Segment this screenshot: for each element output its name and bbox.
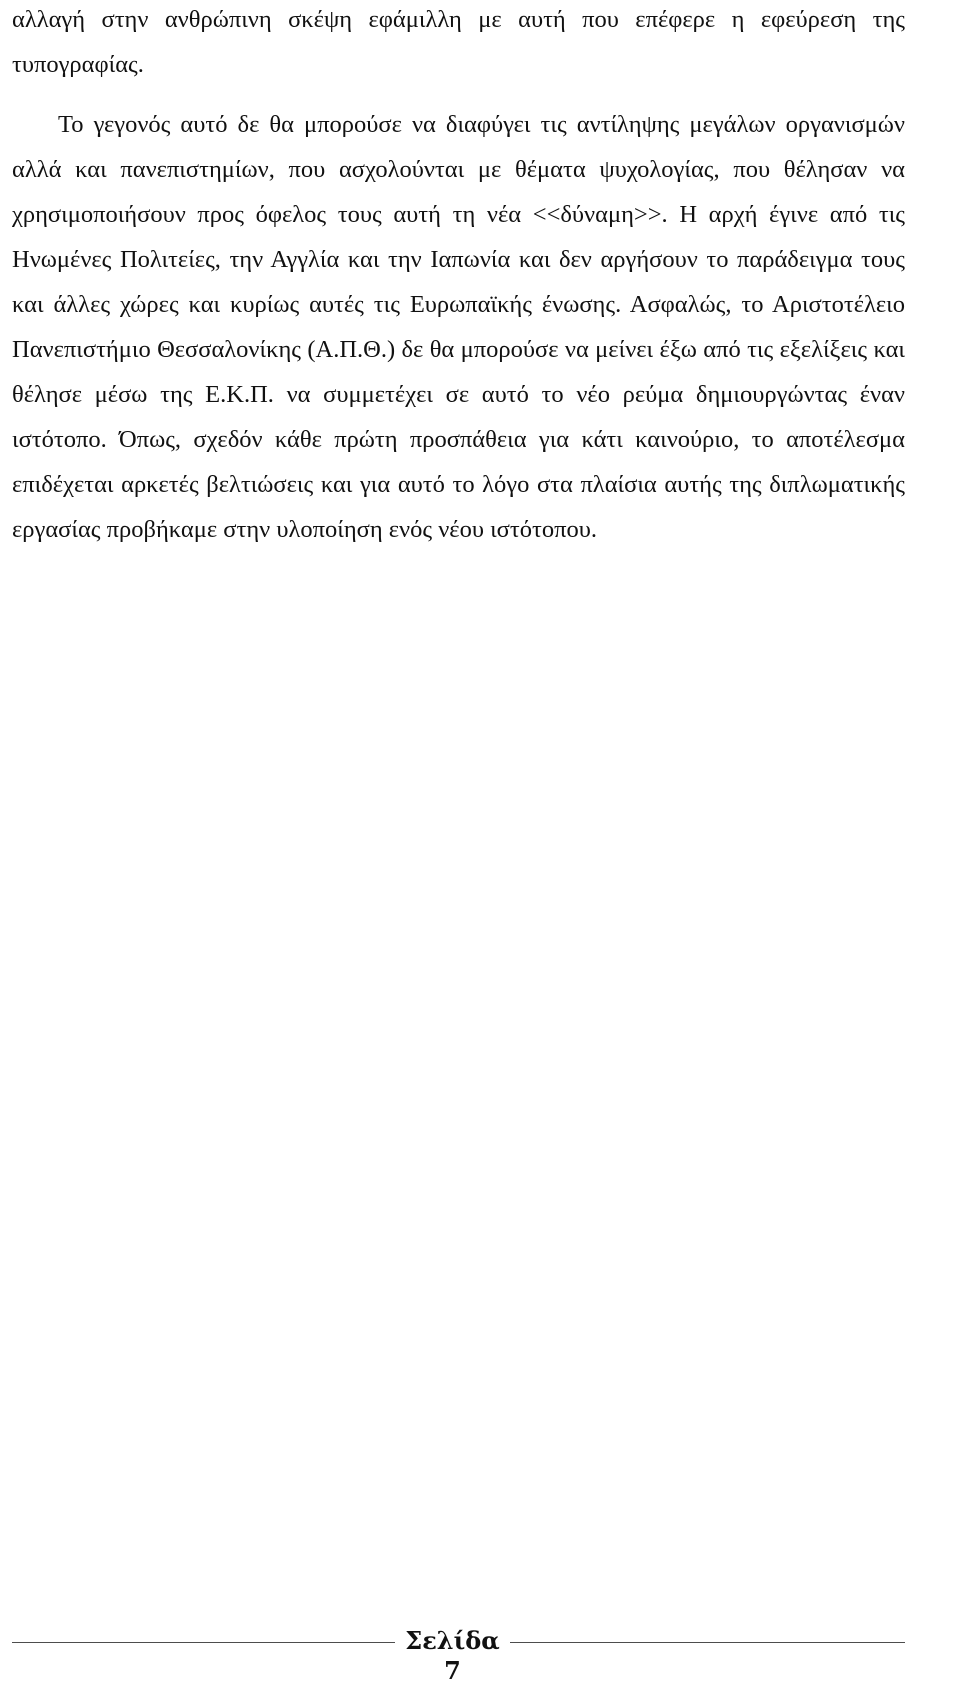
- paragraph-continuation: αλλαγή στην ανθρώπινη σκέψη εφάμιλλη με αυτή που επέφερε η εφεύρεση της τυπογραφίας.: [12, 6, 905, 78]
- footer-rule-right: [510, 1642, 905, 1643]
- page-footer: [0, 1626, 910, 1685]
- footer-rule-left: [12, 1642, 395, 1643]
- paragraph-main: Το γεγονός αυτό δε θα μπορούσε να διαφύγει τις αντίληψης μεγάλων οργανισμών αλλά και πανεπιστημίων, που ασχολούνται με θέματα ψυχολογίας, που θέλησαν να χρησιμοποιήσουν προς όφελος τους αυτή τη νέα <<δύναμη>>. Η αρχή έγινε από τις Ηνωμένες Πολιτείες, την Αγγλία και την Ιαπωνία και δεν αργήσουν το παράδειγμα τους και άλλες χώρες και κυρίως αυτές τις Ευρωπαϊκής ένωσης. Ασφαλώς, το Αριστοτέλειο Πανεπιστήμιο Θεσσαλονίκης (Α.Π.Θ.) δε θα μπορούσε να μείνει έξω από τις εξελίξεις και θέλησε μέσω της Ε.Κ.Π. να συμμετέχει σε αυτό το νέο ρεύμα δημιουργώντας έναν ιστότοπο. Όπως, σχεδόν κάθε πρώτη προσπάθεια για κάτι καινούριο, το αποτέλεσμα επιδέχεται αρκετές βελτιώσεις και για αυτό το λόγο στα πλαίσια αυτής της διπλωματικής εργασίας προβήκαμε στην υλοποίηση ενός νέου ιστότοπου.: [12, 111, 905, 543]
- page-number: Σελίδα 7: [405, 1626, 500, 1685]
- document-body: [12, 0, 905, 552]
